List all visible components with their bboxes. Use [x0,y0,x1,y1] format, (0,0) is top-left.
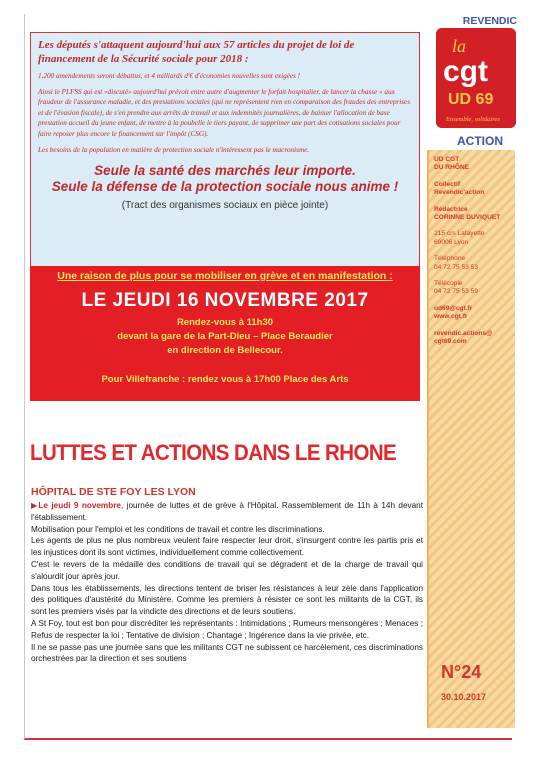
slogan-line: Seule la défense de la protection sociale nous anime ! [51,179,399,195]
sidebar-fax-label: Télécopie [434,280,463,288]
sidebar-collectif: Revendic'action [434,189,485,197]
article-paragraph: A St Foy, tout est bon pour discréditer les représentants : Intimidations ; Rumeurs mensongères ; Menaces ; Refus de respecter la loi ; Tentative de division ; Chantage ; Ingérence dans la vie privée, etc. [31,618,423,640]
issue-date: 30.10.2017 [441,692,487,702]
sidebar-fax: 04 72 75 53 59 [434,288,478,296]
mobilisation-place: devant la gare de la Part-Dieu – Place Beraudier [117,331,333,342]
article-paragraph: Il ne se passe pas une journée sans que les militants CGT ne subissent ce harcèlement, ces discriminations orchestrées par la direction et ses soutiens [31,642,423,664]
article-paragraph: Les agents de plus ne plus nombreux veulent faire respecter leur droit, s'insurgent contre les partis pris et les injustices dont ils sont victimes, individuellement comme collectivement. [31,536,423,558]
intro-paragraph: 1.200 amendements seront débattus, et 4 milliards d'€ d'économies nouvelles sont exigées ! [38,72,301,80]
logo-tagline: Ensemble, solidaires [446,116,500,123]
sidebar-website[interactable]: www.cgt.fr [434,313,468,321]
article-title: HÔPITAL DE STE FOY LES LYON [31,486,196,498]
sidebar-redactrice-label: Rédactrice [434,205,468,213]
sidebar-collectif: Collectif [434,180,461,188]
sidebar-email-revendic[interactable]: cgt69.com [434,338,467,346]
article-paragraph: Dans tous les établissements, les directions tentent de briser les résistances à leur zèle dans l'application des politiques d'austérité du Ministère. Comme les premiers à résister ce sont les militants de la CGT, ils sont les premiers visés par la vindicte des directions et de leurs soutiens. [31,583,423,617]
sidebar-org: DU RHÔNE [434,164,470,172]
sidebar-address: 69006 Lyon [434,238,469,246]
section-title: LUTTES ET ACTIONS DANS LE RHONE [30,440,397,465]
article-body [31,500,423,665]
mobilisation-villefranche: Pour Villefranche : rendez vous à 17h00 Place des Arts [101,374,349,385]
sidebar-address: 215 crs Lafayette [434,230,485,238]
article-lead [31,500,423,524]
lead-text: , journée de luttes et de grève à l'Hôpital. Rassemblement de 11h à 14h devant l'établissement. [31,501,424,522]
logo-cgt: cgt [443,55,488,88]
intro-box [30,32,420,269]
article-paragraph: Mobilisation pour l'emploi et les conditions de travail et contre les discriminations. [31,524,325,534]
action-title: ACTION [457,134,503,148]
lead-date: Le jeudi 9 novembre [38,501,121,510]
mobilisation-date: LE JEUDI 16 NOVEMBRE 2017 [81,290,369,311]
revendic-title: REVENDIC [462,15,517,27]
issue-number: N°24 [441,662,482,682]
mobilisation-headline: Une raison de plus pour se mobiliser en grève et en manifestation : [57,270,393,282]
sidebar-redactrice-name: CORINNE DUVIQUET [434,214,501,222]
intro-heading: Les députés s'attaquent aujourd'hui aux 57 articles du projet de loi de financement de la Sécurité sociale pour 2018 : [38,39,355,65]
sidebar-org: UD CGT [434,156,460,163]
mobilisation-direction: en direction de Bellecour. [167,345,283,356]
slogan-line: Seule la santé des marchés leur importe. [94,163,356,179]
cgt-logo [436,28,516,128]
tract-note: (Tract des organismes sociaux en pièce jointe) [121,200,329,212]
mobilisation-box [30,266,420,401]
sidebar-phone-label: Téléphone [434,255,466,263]
intro-paragraph: Ainsi le PLFSS qui est «discuté» aujourd'hui prévoit entre autre d'augmenter le forfait hospitalier, de lancer la chasse « aux fraudeur de l'assurance maladie, et des prestations sociales (qui ne représentent rien en comparaison des fraudes des entreprises et de l'évasion fiscale), de s'en prendre aux arrêts de travail et aux indemnités journalières, de baisser l'allocation de base prestation accueil du jeune enfant, de mettre à la poubelle le tiers payant, de supprimer une part des cotisations sociales pour faire reposer plus encore le financement sur l'impôt (CSG). [38,87,411,138]
sidebar-email[interactable]: ud69@cgt.fr [434,304,473,312]
sidebar-email-revendic[interactable]: revendic.actions@ [434,329,493,337]
logo-ud69: UD 69 [448,91,494,108]
article-paragraph: C'est le revers de la médaille des conditions de travail qui se dégradent et de la charge de travail qui s'alourdit jour après jour. [31,559,423,581]
sidebar-column [427,150,515,728]
sidebar-phone: 04 72 75 53 53 [434,263,478,271]
mobilisation-time: Rendez-vous à 11h30 [176,317,274,328]
logo-la: la [452,36,467,56]
triangle-bullet-icon: ▶ [31,501,39,510]
intro-paragraph: Les besoins de la population en matière de protection sociale n'intéressent pas le macronisme. [38,145,310,154]
intro-slogan [38,163,412,195]
